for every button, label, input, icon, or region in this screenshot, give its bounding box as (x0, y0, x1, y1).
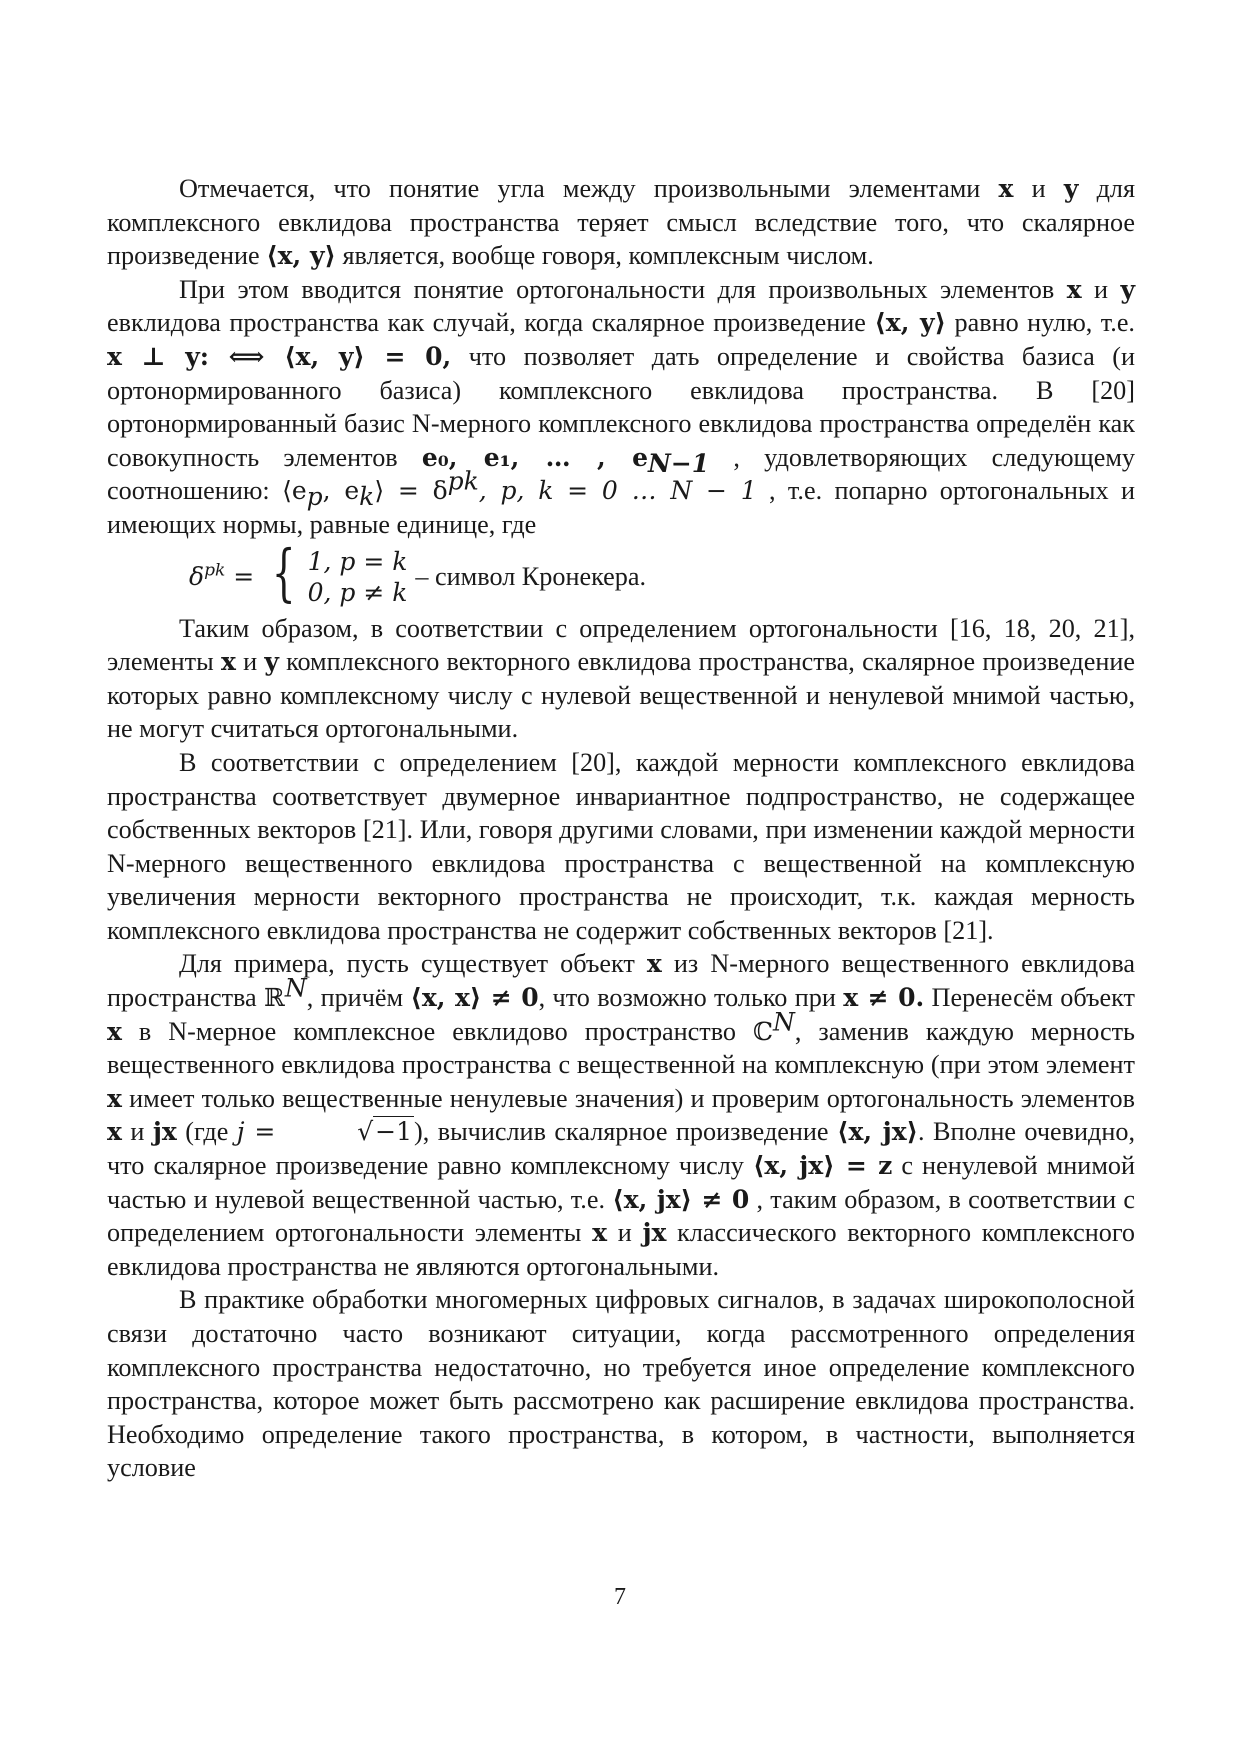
orthonormal-relation: $⟨e_p$, $e_k⟩ = \delta^{pk}$, p, k = 0 … N − 1 (282, 467, 757, 512)
inner-product: ⟨x, y⟩ (874, 308, 946, 338)
left-brace: { (272, 535, 296, 609)
kronecker-cases (308, 546, 408, 608)
paragraph-4: В соответствии с определением [20], каждой мерности комплексного евклидова пространства соответствует двумерное инвариантное подпространство, не содержащее собственных векторов [21]. Или, говоря другими словами, при изменении каждой мерности N-мерного вещественного евклидова пространства с вещественной на комплексную увеличения мерности векторного пространства не происходит, т.к. каждая мерность комплексного евклидова пространства не содержит собственных векторов [21]. (107, 747, 1135, 945)
page-body (107, 172, 1135, 1485)
orthogonality-formula: x ⊥ y: ⟺ ⟨x, y⟩ = 0, (107, 341, 452, 371)
paragraph-6: В практике обработки многомерных цифровых сигналов, в задачах широкополосной связи достаточно часто возникают ситуации, когда рассмотренного определения комплексного пространства недостаточно, но требуется иное определение комплексного пространства, которое может быть рассмотрено как расширение евклидова пространства. Необходимо определение такого пространства, в котором, в частности, выполняется условие (107, 1285, 1135, 1483)
kronecker-symbol-formula (189, 535, 1135, 612)
basis-elements: e₀, e₁, … , $e_{N-1}$ (421, 442, 710, 478)
page-number: 7 (614, 1584, 626, 1610)
kronecker-lhs: $\delta^{pk}$ = (189, 560, 255, 592)
case-equal: 1, p = k (307, 546, 408, 576)
square-root: √−1 (357, 1117, 412, 1147)
paragraph-2: При этом вводится понятие ортогональности для произвольных элементов x и y евклидова пространства как случай, когда скалярное произведение ⟨x, y⟩ равно нулю, т.е. x ⊥ y: ⟺ ⟨x, y⟩ = 0, что позволяет дать определение и свойства базиса (и ортонормированного базиса) комплексного евклидова пространства. В [20] ортонормированный базис N-мерного комплексного евклидова пространства определён как совокупность элементов e₀, e₁, … , $e_{N-1}$ , удовлетворяющих следующему соотношению: $⟨e_p$, $e_k⟩ = \delta^{pk}$, p, k = 0 … N − 1 , т.е. попарно ортогональных и имеющих нормы, равные единице, где (107, 274, 1135, 539)
paragraph-5: Для примера, пусть существует объект x из N-мерного вещественного евклидова пространства ℝ$^N$, причём ⟨x, x⟩ ≠ 0, что возможно только при x ≠ 0. Перенесём объект x в N-мерное комплексное евклидово пространство ℂ$^N$, заменив каждую мерность вещественного евклидова пространства с вещественной на комплексную (при этом элемент x имеет только вещественные ненулевые значения) и проверим ортогональность элементов x и jx (где j = √−1), вычислив скалярное произведение ⟨x, jx⟩. Вполне очевидно, что скалярное произведение равно комплексному числу ⟨x, jx⟩ = z с ненулевой мнимой частью и нулевой вещественной частью, т.е. ⟨x, jx⟩ ≠ 0 , таким образом, в соответствии с определением ортогональности элементы x и jx классического векторного комплексного евклидова пространства не являются ортогональными. (107, 949, 1136, 1281)
kronecker-label: – символ Кронекера. (415, 561, 647, 591)
inner-product: ⟨x, y⟩ (266, 241, 336, 271)
paragraph-3: Таким образом, в соответствии с определением ортогональности [16, 18, 20, 21], элементы x и y комплексного векторного евклидова пространства, скалярное произведение которых равно комплексному числу с нулевой вещественной и ненулевой мнимой частью, не могут считаться ортогональными. (107, 613, 1135, 744)
case-not-equal: 0, p ≠ k (307, 577, 408, 607)
paragraph-1: Отмечается, что понятие угла между произвольными элементами x и y для комплексного евклидова пространства теряет смысл вследствие того, что скалярное произведение ⟨x, y⟩ является, вообще говоря, комплексным числом. (107, 174, 1136, 271)
